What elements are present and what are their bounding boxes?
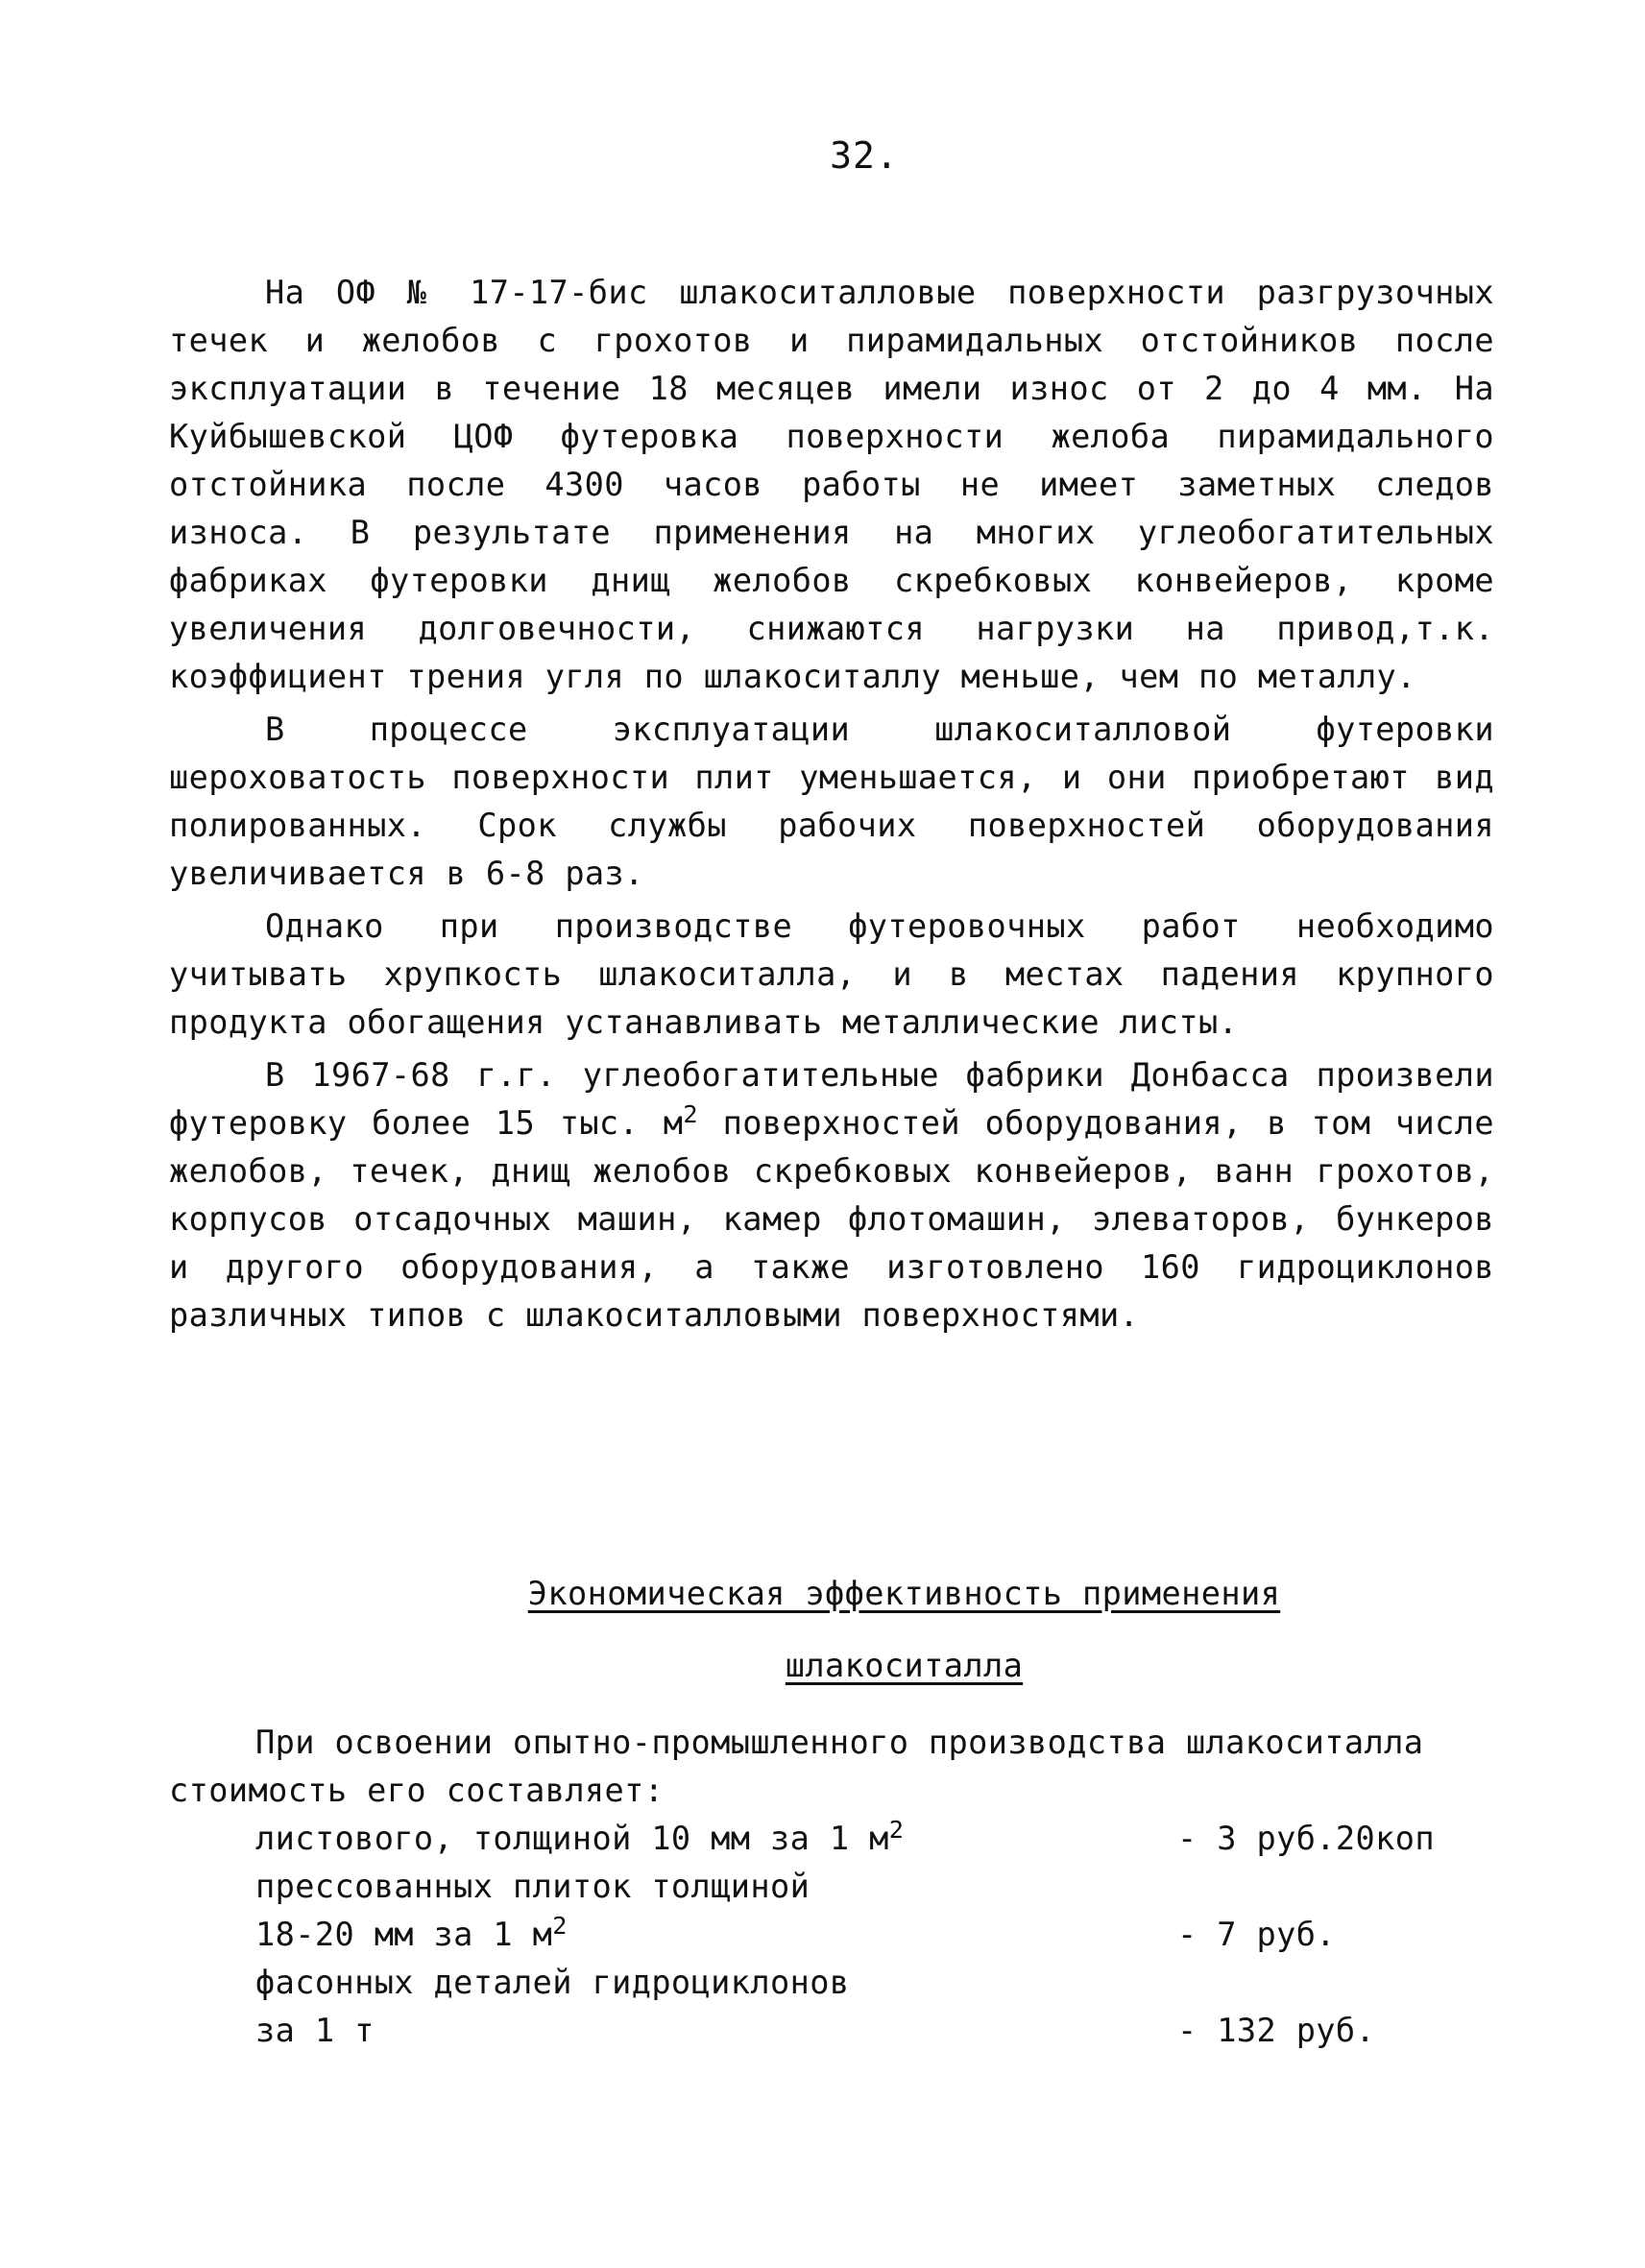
cost-row-hydrocyclone-parts — [255, 1959, 1494, 2055]
cost-item-price: - 3 руб.20коп — [1177, 1820, 1436, 1857]
cost-item-line — [255, 1815, 1139, 1863]
paragraph-1: На ОФ № 17-17-бис шлакоситалловые поверхности разгрузочных течек и желобов с грохотов и пирамидальных отстойников после эксплуатации в течение 18 месяцев имели износ от 2 до 4 мм. На Куйбышевской ЦОФ футеровка поверхности желоба пирамидального отстойника после 4300 часов работы не имеет заметных следов износа. В результате применения на многих углеобогатительных фабриках футеровки днищ желобов скребковых конвейеров, кроме увеличения долговечности, снижаются нагрузки на привод,т.к. коэффициент трения угля по шлакоситаллу меньше, чем по металлу. — [169, 274, 1494, 695]
superscript-2: 2 — [683, 1099, 698, 1128]
cost-item-line — [255, 1959, 1139, 2007]
cost-item-line — [255, 1863, 1139, 1911]
superscript-2: 2 — [552, 1911, 568, 1940]
section-heading-text-1: Экономическая эффективность применения — [527, 1575, 1281, 1612]
cost-item-text: за 1 т — [255, 2012, 375, 2049]
cost-list — [255, 1815, 1494, 2055]
paragraph-3: Однако при производстве футеровочных работ необходимо учитывать хрупкость шлакоситалла, и в местах падения крупного продукта обогащения устанавливать металлические листы. — [169, 907, 1494, 1041]
cost-item-line — [255, 2007, 1139, 2055]
page-number: 32. — [830, 134, 899, 177]
paragraph-2: В процессе эксплуатации шлакоситалловой футеровки шероховатость поверхности плит уменьшается, и они приобретают вид полированных. Срок службы рабочих поверхностей оборудования увеличивается в 6-8 раз. — [169, 711, 1494, 892]
cost-item-text: 18-20 мм за 1 м — [255, 1916, 553, 1953]
cost-row-sheet — [255, 1815, 1494, 1863]
cost-item-line — [255, 1911, 1139, 1959]
cost-item-text: листового, толщиной 10 мм за 1 м — [255, 1820, 889, 1857]
cost-item-description — [255, 1959, 1139, 2055]
paragraph-4-part-1: В 1967-68 г.г. углеобогатительные фабрики Донбасса произвели футеровку более 15 тыс. м — [169, 1056, 1494, 1142]
cost-item-description — [255, 1815, 1139, 1863]
section-heading-line-1 — [82, 1575, 1645, 1612]
paragraph-4-part-2: поверхностей оборудования, в том числе желобов, течек, днищ желобов скребковых конвейеров, ванн грохотов, корпусов отсадочных машин, камер флотомашин, элеваторов, бункеров и другого оборудования, а также изготовлено 160 гидроциклонов различных типов с шлакоситалловыми поверхностями. — [169, 1104, 1494, 1334]
cost-item-price: - 7 руб. — [1177, 1916, 1336, 1953]
costs-intro-text: При освоении опытно-промышленного производства шлакоситалла стоимость его составляет: — [169, 1724, 1424, 1809]
cost-item-text: фасонных деталей гидроциклонов — [255, 1964, 850, 2001]
costs-intro — [169, 1719, 1494, 1815]
body-text — [169, 269, 1494, 1344]
section-heading-text-2: шлакоситалла — [785, 1647, 1024, 1684]
cost-item-price: - 132 руб. — [1177, 2012, 1376, 2049]
paragraph-4 — [169, 1051, 1494, 1339]
superscript-2: 2 — [888, 1815, 905, 1844]
cost-item-description — [255, 1863, 1139, 1959]
section-heading-line-2 — [82, 1647, 1645, 1684]
cost-row-pressed-tiles — [255, 1863, 1494, 1959]
cost-item-text: прессованных плиток толщиной — [255, 1868, 810, 1905]
